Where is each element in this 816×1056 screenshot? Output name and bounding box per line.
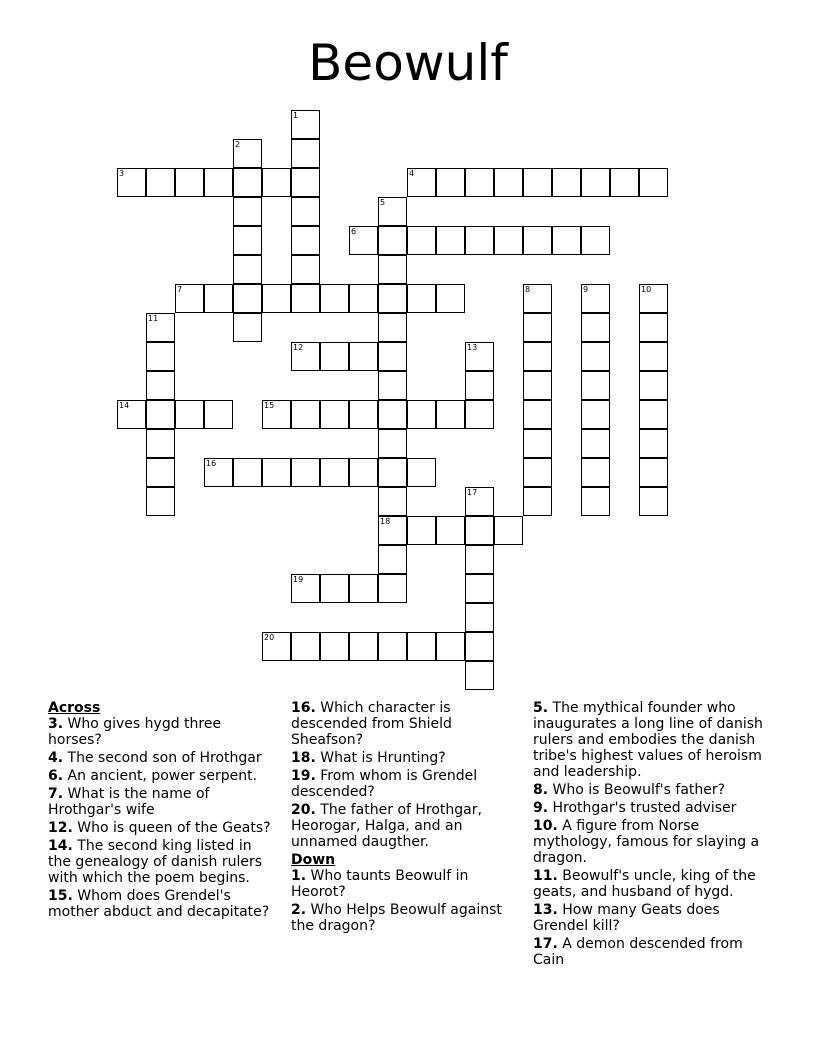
- clue-number-label: 8.: [533, 782, 549, 798]
- grid-cell[interactable]: [639, 313, 668, 342]
- clue-text: The second son of Hrothgar: [63, 750, 262, 766]
- clue-number: 18: [380, 517, 391, 526]
- clue-item: [533, 818, 773, 866]
- grid-cell[interactable]: [262, 168, 291, 197]
- puzzle-title: Beowulf: [308, 34, 508, 92]
- grid-cell[interactable]: [610, 168, 639, 197]
- grid-cell[interactable]: [378, 371, 407, 400]
- grid-cell[interactable]: [407, 400, 436, 429]
- grid-cell[interactable]: [465, 371, 494, 400]
- clue-number-label: 13.: [533, 902, 558, 918]
- grid-cell[interactable]: [320, 574, 349, 603]
- clue-text: Who Helps Beowulf against the dragon?: [291, 902, 502, 934]
- clue-number: 2: [235, 140, 241, 149]
- clue-item: [291, 700, 519, 748]
- across-clue-list: [48, 716, 278, 920]
- grid-cell[interactable]: [639, 371, 668, 400]
- clue-item: [291, 802, 519, 850]
- grid-cell[interactable]: [639, 458, 668, 487]
- grid-cell[interactable]: [378, 197, 407, 226]
- grid-cell[interactable]: [581, 226, 610, 255]
- grid-cell[interactable]: [320, 400, 349, 429]
- grid-cell[interactable]: [581, 313, 610, 342]
- clue-number-label: 20.: [291, 802, 316, 818]
- grid-cell[interactable]: [233, 168, 262, 197]
- grid-cell[interactable]: [378, 313, 407, 342]
- grid-cell[interactable]: [494, 516, 523, 545]
- grid-cell[interactable]: [291, 226, 320, 255]
- grid-cell[interactable]: [320, 284, 349, 313]
- grid-cell[interactable]: [494, 168, 523, 197]
- grid-cell[interactable]: [378, 545, 407, 574]
- grid-cell[interactable]: [465, 574, 494, 603]
- grid-cell[interactable]: [204, 458, 233, 487]
- clue-text: Who taunts Beowulf in Heorot?: [291, 868, 469, 900]
- grid-cell[interactable]: [407, 168, 436, 197]
- grid-cell[interactable]: [175, 168, 204, 197]
- clue-text: How many Geats does Grendel kill?: [533, 902, 720, 934]
- grid-cell[interactable]: [291, 342, 320, 371]
- clue-number: 1: [293, 111, 299, 120]
- clue-column-1: [48, 700, 278, 922]
- grid-cell[interactable]: [320, 458, 349, 487]
- grid-cell[interactable]: [262, 632, 291, 661]
- grid-cell[interactable]: [523, 400, 552, 429]
- grid-cell[interactable]: [378, 458, 407, 487]
- grid-cell[interactable]: [175, 400, 204, 429]
- clue-item: [48, 820, 278, 836]
- grid-cell[interactable]: [146, 429, 175, 458]
- grid-cell[interactable]: [291, 168, 320, 197]
- grid-cell[interactable]: [465, 545, 494, 574]
- grid-cell[interactable]: [465, 632, 494, 661]
- clue-number-label: 19.: [291, 768, 316, 784]
- clue-item: [533, 868, 773, 900]
- grid-cell[interactable]: [436, 168, 465, 197]
- clue-item: [533, 936, 773, 968]
- grid-cell[interactable]: [407, 226, 436, 255]
- grid-cell[interactable]: [494, 226, 523, 255]
- clue-number: 6: [351, 227, 357, 236]
- clue-number: 9: [583, 285, 589, 294]
- grid-cell[interactable]: [436, 284, 465, 313]
- grid-cell[interactable]: [262, 400, 291, 429]
- grid-cell[interactable]: [581, 342, 610, 371]
- clue-text: The mythical founder who inaugurates a long line of danish rulers and embodies the danish tribe's highest values of heroism and leadership.: [533, 700, 763, 780]
- grid-cell[interactable]: [523, 458, 552, 487]
- grid-cell[interactable]: [146, 371, 175, 400]
- grid-cell[interactable]: [291, 632, 320, 661]
- clue-number: 16: [206, 459, 217, 468]
- clue-item: [291, 902, 519, 934]
- grid-cell[interactable]: [465, 487, 494, 516]
- grid-cell[interactable]: [175, 284, 204, 313]
- grid-cell[interactable]: [378, 516, 407, 545]
- clue-number-label: 16.: [291, 700, 316, 716]
- clue-number-label: 5.: [533, 700, 549, 716]
- grid-cell[interactable]: [581, 458, 610, 487]
- clue-item: [48, 716, 278, 748]
- grid-cell[interactable]: [378, 632, 407, 661]
- grid-cell[interactable]: [146, 342, 175, 371]
- grid-cell[interactable]: [146, 168, 175, 197]
- clue-column-3: [533, 700, 773, 970]
- grid-cell[interactable]: [378, 574, 407, 603]
- clue-text: Who gives hygd three horses?: [48, 716, 222, 748]
- grid-cell[interactable]: [465, 342, 494, 371]
- grid-cell[interactable]: [291, 197, 320, 226]
- clue-item: [291, 768, 519, 800]
- clue-text: Who is Beowulf's father?: [548, 782, 726, 798]
- grid-cell[interactable]: [523, 168, 552, 197]
- grid-cell[interactable]: [465, 226, 494, 255]
- grid-cell[interactable]: [146, 458, 175, 487]
- clue-text: Beowulf's uncle, king of the geats, and husband of hygd.: [533, 868, 756, 900]
- clue-item: [533, 902, 773, 934]
- clue-number: 10: [641, 285, 652, 294]
- clue-text: Whom does Grendel's mother abduct and decapitate?: [48, 888, 270, 920]
- clue-number-label: 7.: [48, 786, 64, 802]
- grid-cell[interactable]: [639, 429, 668, 458]
- clue-text: Which character is descended from Shield Sheafson?: [291, 700, 452, 748]
- grid-cell[interactable]: [523, 371, 552, 400]
- grid-cell[interactable]: [378, 487, 407, 516]
- grid-cell[interactable]: [523, 313, 552, 342]
- grid-cell[interactable]: [465, 168, 494, 197]
- grid-cell[interactable]: [291, 284, 320, 313]
- grid-cell[interactable]: [117, 400, 146, 429]
- grid-cell[interactable]: [233, 313, 262, 342]
- clue-text: Hrothgar's trusted adviser: [548, 800, 737, 816]
- grid-cell[interactable]: [233, 458, 262, 487]
- clue-number: 3: [119, 169, 125, 178]
- grid-cell[interactable]: [436, 226, 465, 255]
- grid-cell[interactable]: [407, 632, 436, 661]
- grid-cell[interactable]: [639, 342, 668, 371]
- grid-cell[interactable]: [436, 632, 465, 661]
- clue-number: 5: [380, 198, 386, 207]
- clue-text: Who is queen of the Geats?: [72, 820, 271, 836]
- grid-cell[interactable]: [523, 226, 552, 255]
- grid-cell[interactable]: [407, 284, 436, 313]
- grid-cell[interactable]: [378, 429, 407, 458]
- grid-cell[interactable]: [146, 313, 175, 342]
- grid-cell[interactable]: [378, 284, 407, 313]
- clue-number-label: 9.: [533, 800, 549, 816]
- clue-number: 17: [467, 488, 478, 497]
- grid-cell[interactable]: [233, 139, 262, 168]
- grid-cell[interactable]: [291, 255, 320, 284]
- down-clue-list-continued: [533, 700, 773, 968]
- clue-text: From whom is Grendel descended?: [291, 768, 478, 800]
- grid-cell[interactable]: [291, 139, 320, 168]
- grid-cell[interactable]: [233, 197, 262, 226]
- grid-cell[interactable]: [552, 226, 581, 255]
- clue-number-label: 1.: [291, 868, 307, 884]
- grid-cell[interactable]: [204, 400, 233, 429]
- grid-cell[interactable]: [639, 487, 668, 516]
- clue-item: [48, 750, 278, 766]
- grid-cell[interactable]: [262, 284, 291, 313]
- clue-item: [291, 750, 519, 766]
- clue-text: The second king listed in the genealogy of danish rulers with which the poem begins.: [48, 838, 263, 886]
- grid-cell[interactable]: [465, 603, 494, 632]
- clue-number: 12: [293, 343, 304, 352]
- clue-number: 4: [409, 169, 415, 178]
- grid-cell[interactable]: [204, 284, 233, 313]
- clue-item: [533, 800, 773, 816]
- grid-cell[interactable]: [349, 400, 378, 429]
- clue-number-label: 14.: [48, 838, 73, 854]
- clue-text: A demon descended from Cain: [533, 936, 743, 968]
- clue-item: [533, 782, 773, 798]
- grid-cell[interactable]: [552, 168, 581, 197]
- grid-cell[interactable]: [523, 429, 552, 458]
- clue-text: An ancient, power serpent.: [63, 768, 258, 784]
- clue-number-label: 18.: [291, 750, 316, 766]
- clue-number-label: 17.: [533, 936, 558, 952]
- across-heading: Across: [48, 700, 101, 716]
- clue-number-label: 6.: [48, 768, 64, 784]
- grid-cell[interactable]: [349, 342, 378, 371]
- grid-cell[interactable]: [436, 400, 465, 429]
- clue-item: [48, 838, 278, 886]
- grid-cell[interactable]: [378, 400, 407, 429]
- down-heading: Down: [291, 852, 336, 868]
- clue-number: 8: [525, 285, 531, 294]
- grid-cell[interactable]: [523, 487, 552, 516]
- clue-number-label: 15.: [48, 888, 73, 904]
- grid-cell[interactable]: [291, 400, 320, 429]
- grid-cell[interactable]: [407, 458, 436, 487]
- grid-cell[interactable]: [581, 168, 610, 197]
- grid-cell[interactable]: [320, 342, 349, 371]
- clue-item: [48, 888, 278, 920]
- grid-cell[interactable]: [378, 226, 407, 255]
- grid-cell[interactable]: [523, 342, 552, 371]
- grid-cell[interactable]: [291, 110, 320, 139]
- grid-cell[interactable]: [581, 487, 610, 516]
- grid-cell[interactable]: [378, 342, 407, 371]
- grid-cell[interactable]: [465, 661, 494, 690]
- grid-cell[interactable]: [407, 516, 436, 545]
- clue-number-label: 11.: [533, 868, 558, 884]
- grid-cell[interactable]: [581, 284, 610, 313]
- clue-item: [48, 768, 278, 784]
- clue-number: 14: [119, 401, 130, 410]
- grid-cell[interactable]: [146, 487, 175, 516]
- grid-cell[interactable]: [465, 400, 494, 429]
- clue-number-label: 2.: [291, 902, 307, 918]
- grid-cell[interactable]: [262, 458, 291, 487]
- across-clue-list-continued: [291, 700, 519, 850]
- grid-cell[interactable]: [581, 429, 610, 458]
- grid-cell[interactable]: [349, 226, 378, 255]
- clue-number: 7: [177, 285, 183, 294]
- grid-cell[interactable]: [523, 284, 552, 313]
- grid-cell[interactable]: [465, 516, 494, 545]
- clue-number: 19: [293, 575, 304, 584]
- grid-cell[interactable]: [233, 284, 262, 313]
- grid-cell[interactable]: [204, 168, 233, 197]
- clue-item: [48, 786, 278, 818]
- grid-cell[interactable]: [349, 632, 378, 661]
- grid-cell[interactable]: [349, 574, 378, 603]
- clue-number: 13: [467, 343, 478, 352]
- clue-number: 15: [264, 401, 275, 410]
- grid-cell[interactable]: [378, 255, 407, 284]
- clue-text: What is Hrunting?: [315, 750, 446, 766]
- grid-cell[interactable]: [291, 574, 320, 603]
- clue-text: The father of Hrothgar, Heorogar, Halga, and an unnamed daugther.: [291, 802, 482, 850]
- grid-cell[interactable]: [581, 371, 610, 400]
- grid-cell[interactable]: [233, 226, 262, 255]
- clue-number: 11: [148, 314, 159, 323]
- grid-cell[interactable]: [291, 458, 320, 487]
- grid-cell[interactable]: [349, 284, 378, 313]
- grid-cell[interactable]: [349, 458, 378, 487]
- grid-cell[interactable]: [581, 400, 610, 429]
- clue-column-2: [291, 700, 519, 936]
- down-clue-list: [291, 868, 519, 934]
- clue-item: [291, 868, 519, 900]
- clue-number-label: 10.: [533, 818, 558, 834]
- grid-cell[interactable]: [233, 255, 262, 284]
- clue-number-label: 4.: [48, 750, 64, 766]
- grid-cell[interactable]: [117, 168, 146, 197]
- clue-text: A figure from Norse mythology, famous for slaying a dragon.: [533, 818, 760, 866]
- clue-text: What is the name of Hrothgar's wife: [48, 786, 210, 818]
- grid-cell[interactable]: [436, 516, 465, 545]
- clue-item: [533, 700, 773, 780]
- clue-number-label: 12.: [48, 820, 73, 836]
- grid-cell[interactable]: [320, 632, 349, 661]
- clue-number-label: 3.: [48, 716, 64, 732]
- grid-cell[interactable]: [639, 168, 668, 197]
- grid-cell[interactable]: [639, 284, 668, 313]
- clue-number: 20: [264, 633, 275, 642]
- grid-cell[interactable]: [639, 400, 668, 429]
- grid-cell[interactable]: [146, 400, 175, 429]
